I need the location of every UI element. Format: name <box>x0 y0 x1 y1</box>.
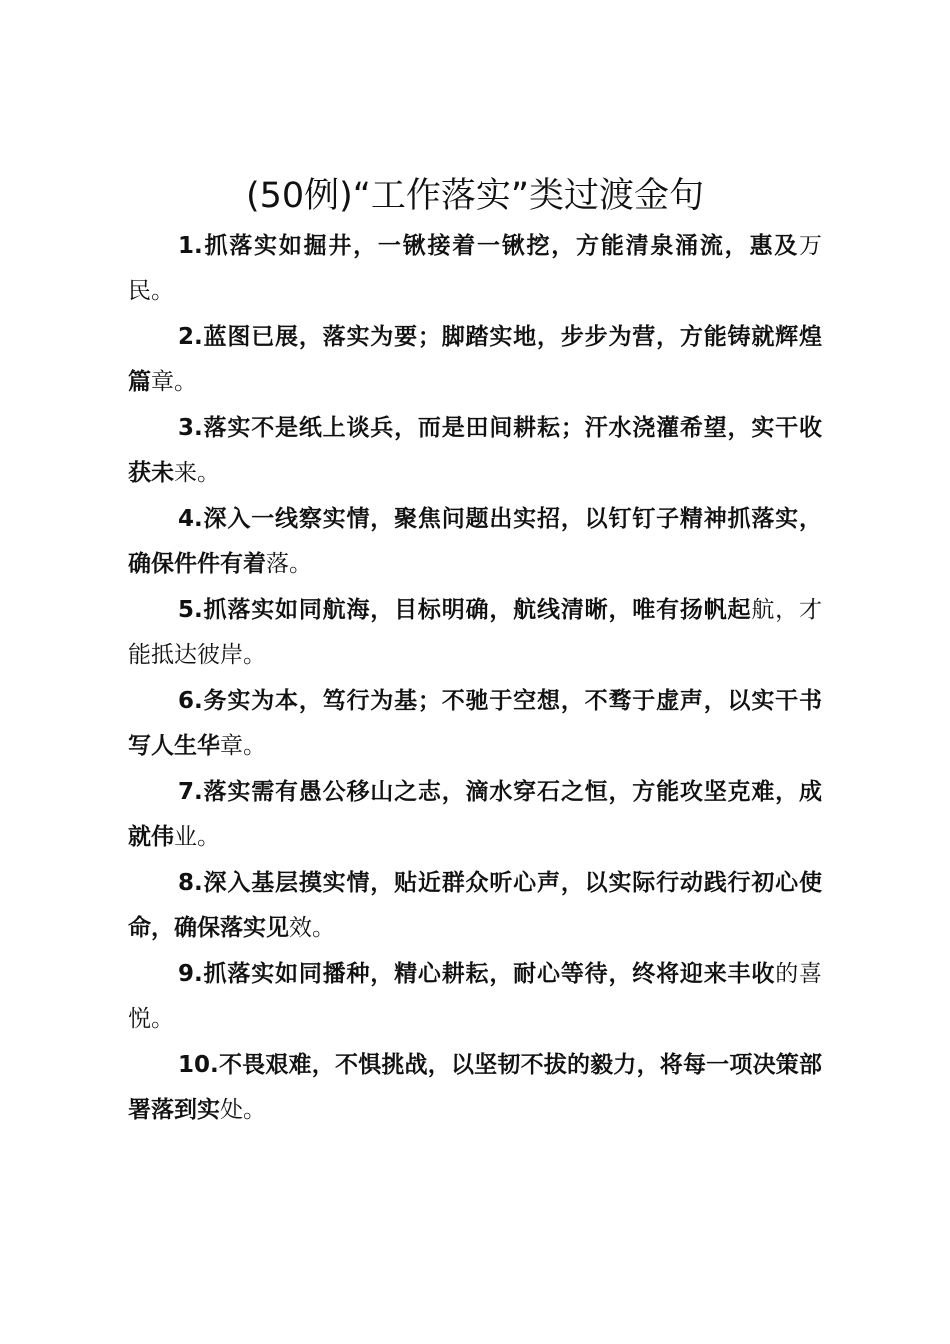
item-text-normal: 的喜悦。 <box>128 961 823 1032</box>
item-text-normal: 来。 <box>174 459 220 486</box>
list-item <box>128 679 822 768</box>
item-text-normal: 章。 <box>220 732 266 759</box>
sentence-list <box>128 224 822 1134</box>
list-item <box>128 406 822 495</box>
item-text-normal: 万民。 <box>128 233 822 304</box>
list-item <box>128 224 822 313</box>
item-text-bold: 10.不畏艰难，不惧挑战，以坚韧不拔的毅力，将每一项决策部署落到实 <box>128 1052 822 1123</box>
item-text-normal: 章。 <box>151 368 197 395</box>
item-text-normal: 效。 <box>289 914 335 941</box>
item-text-bold: 9.抓落实如同播种，精心耕耘，耐心等待，终将迎来丰收 <box>178 961 776 987</box>
item-text-normal: 航，才能抵达彼岸。 <box>128 597 822 668</box>
list-item <box>128 861 822 950</box>
item-text-normal: 落。 <box>266 550 312 577</box>
item-text-normal: 业。 <box>174 823 220 850</box>
item-text-bold: 6.务实为本，笃行为基；不驰于空想，不骛于虚声，以实干书写人生华 <box>128 688 822 759</box>
item-text-bold: 1.抓落实如掘井，一锹接着一锹挖，方能清泉涌流，惠及 <box>178 233 799 259</box>
list-item <box>128 770 822 859</box>
item-text-bold: 8.深入基层摸实情，贴近群众听心声，以实际行动践行初心使命，确保落实见 <box>128 870 822 941</box>
list-item <box>128 497 822 586</box>
document-title: (50例)“工作落实”类过渡金句 <box>245 176 705 216</box>
item-text-bold: 2.蓝图已展，落实为要；脚踏实地，步步为营，方能铸就辉煌篇 <box>128 324 822 395</box>
list-item <box>128 1043 822 1132</box>
item-text-bold: 4.深入一线察实情，聚焦问题出实招，以钉钉子精神抓落实，确保件件有着 <box>128 506 822 577</box>
list-item <box>128 315 822 404</box>
item-text-bold: 7.落实需有愚公移山之志，滴水穿石之恒，方能攻坚克难，成就伟 <box>128 779 822 850</box>
item-text-bold: 3.落实不是纸上谈兵，而是田间耕耘；汗水浇灌希望，实干收获未 <box>128 415 822 486</box>
list-item <box>128 588 822 677</box>
list-item <box>128 952 822 1041</box>
item-text-normal: 处。 <box>220 1096 266 1123</box>
item-text-bold: 5.抓落实如同航海，目标明确，航线清晰，唯有扬帆起 <box>178 597 752 623</box>
